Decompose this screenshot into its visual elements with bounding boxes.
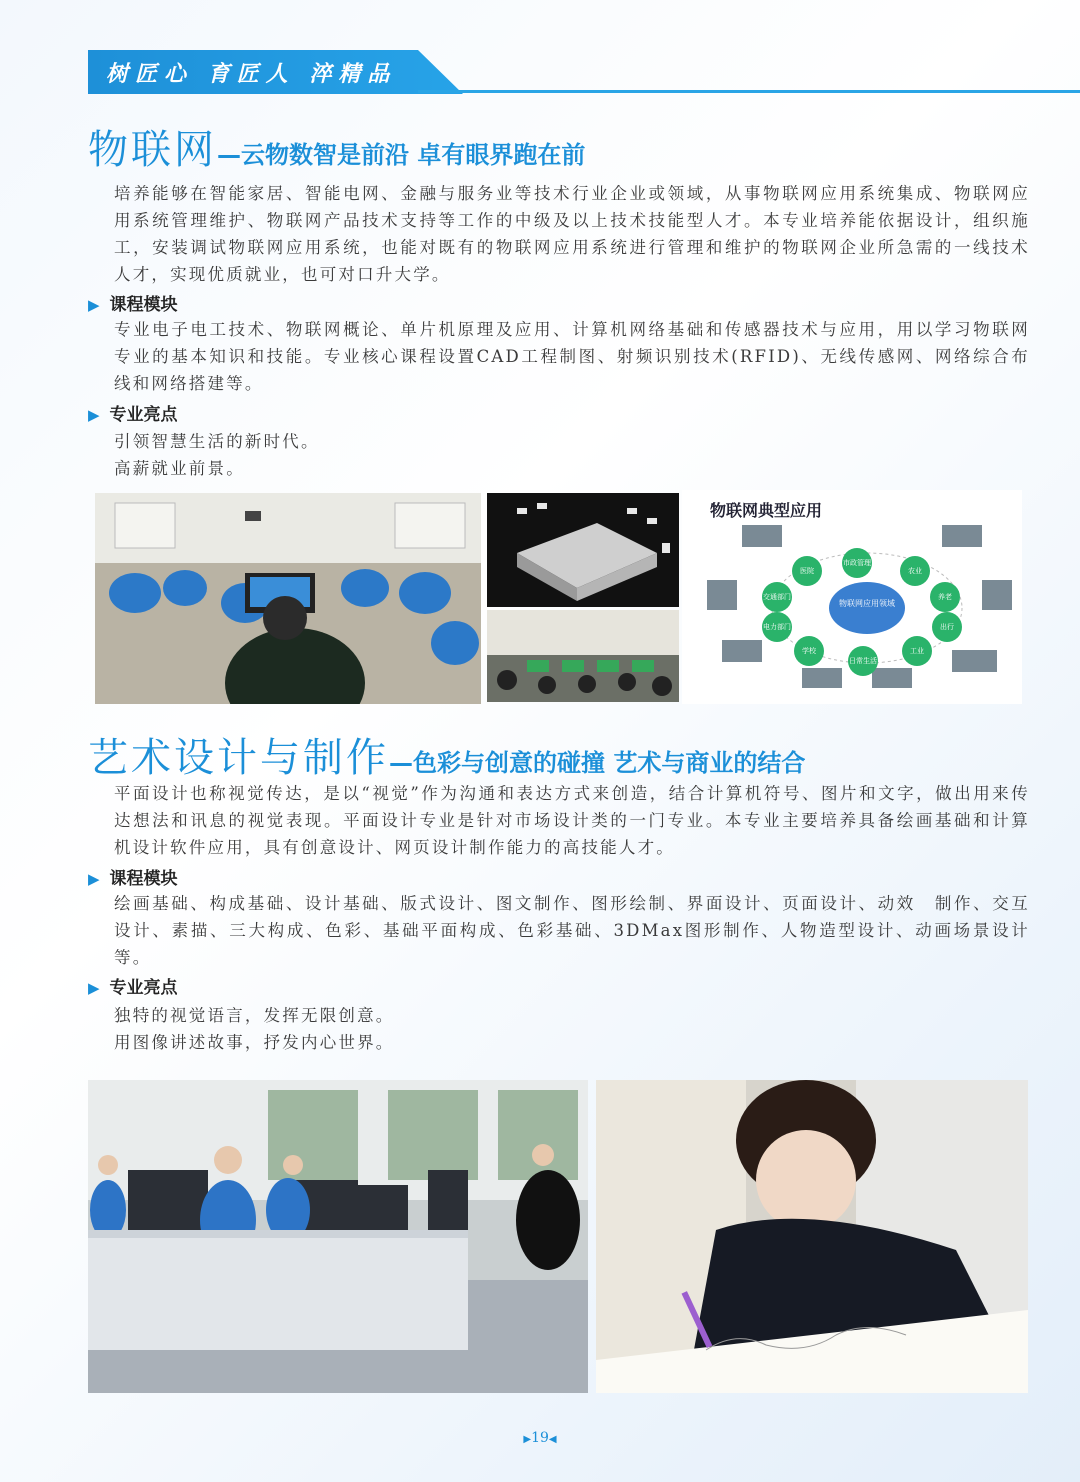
section1-highlight-line: 引领智慧生活的新时代。 bbox=[114, 432, 320, 451]
section1-subtitle: —云物数智是前沿 卓有眼界跑在前 bbox=[217, 141, 586, 169]
section2-highlight-line: 独特的视觉语言，发挥无限创意。 bbox=[114, 1006, 395, 1025]
highlight-heading-label: 专业亮点 bbox=[109, 978, 178, 998]
section2-course-heading bbox=[88, 864, 178, 889]
iot-node: 学校 bbox=[794, 636, 824, 666]
iot-node: 电力部门 bbox=[762, 612, 792, 642]
triangle-bullet-icon: ▶ bbox=[88, 406, 100, 424]
section2-intro: 平面设计也称视觉传达，是以“视觉”作为沟通和表达方式来创造，结合计算机符号、图片和文字，做出用来传达想法和讯息的视觉表现。平面设计专业是针对市场设计类的一门专业。本专业主要培养具备绘画基础和计算机设计软件应用，具有创意设计、网页设计制作能力的高技能人才。 bbox=[114, 784, 1030, 857]
lab-photo bbox=[487, 610, 679, 702]
classroom-photo bbox=[95, 493, 481, 704]
iot-node: 养老 bbox=[930, 582, 960, 612]
section2-subtitle: —色彩与创意的碰撞 艺术与商业的结合 bbox=[389, 749, 806, 777]
banner-slogan: 树匠心 育匠人 淬精品 bbox=[106, 61, 397, 87]
iot-node: 农业 bbox=[900, 556, 930, 586]
iot-node: 日常生活 bbox=[848, 646, 878, 676]
section2-title-main: 艺术设计与制作 bbox=[88, 735, 389, 781]
section2-course-text: 绘画基础、构成基础、设计基础、版式设计、图文制作、图形绘制、界面设计、页面设计、动效 制作、交互设计、素描、三大构成、色彩、基础平面构成、色彩基础、3DMax图形制作、人物造型设计、动画场景设计等。 bbox=[114, 894, 1030, 967]
section2-title bbox=[88, 726, 805, 783]
highlight-heading-label: 专业亮点 bbox=[109, 405, 178, 425]
banner-line bbox=[418, 90, 1080, 93]
computer-lab-photo bbox=[88, 1080, 588, 1393]
section2-highlight-heading bbox=[88, 973, 178, 998]
section1-highlight-heading bbox=[88, 400, 178, 425]
iot-node: 医院 bbox=[792, 556, 822, 586]
iot-node: 交通部门 bbox=[762, 582, 792, 612]
top-banner bbox=[88, 50, 1080, 94]
triangle-bullet-icon: ▶ bbox=[88, 296, 100, 314]
triangle-left-icon: ◀ bbox=[548, 1434, 557, 1445]
section1-title-main: 物联网 bbox=[88, 127, 217, 173]
page-number bbox=[0, 1430, 1080, 1446]
triangle-bullet-icon: ▶ bbox=[88, 979, 100, 997]
triangle-right-icon: ▶ bbox=[523, 1434, 532, 1445]
section2-highlight-line: 用图像讲述故事，抒发内心世界。 bbox=[114, 1033, 395, 1052]
iot-node: 出行 bbox=[932, 612, 962, 642]
iot-diagram-title: 物联网典型应用 bbox=[710, 501, 823, 520]
section1-course-heading bbox=[88, 290, 178, 315]
course-heading-label: 课程模块 bbox=[109, 869, 178, 889]
iot-node: 市政管理 bbox=[842, 548, 872, 578]
smart-home-photo bbox=[487, 493, 679, 607]
section1-title bbox=[88, 118, 585, 175]
iot-center-label: 物联网应用领域 bbox=[839, 599, 895, 608]
section1-intro: 培养能够在智能家居、智能电网、金融与服务业等技术行业企业或领域，从事物联网应用系统集成、物联网应用系统管理维护、物联网产品技术支持等工作的中级及以上技术技能型人才。本专业培养能依据设计，组织施工，安装调试物联网应用系统，也能对既有的物联网应用系统进行管理和维护的物联网企业所急需的一线技术人才，实现优质就业，也可对口升大学。 bbox=[114, 184, 1030, 284]
triangle-bullet-icon: ▶ bbox=[88, 870, 100, 888]
section1-highlight-line: 高薪就业前景。 bbox=[114, 459, 245, 478]
drawing-student-photo bbox=[596, 1080, 1028, 1393]
course-heading-label: 课程模块 bbox=[109, 295, 178, 315]
section1-course-text: 专业电子电工技术、物联网概论、单片机原理及应用、计算机网络基础和传感器技术与应用，用以学习物联网专业的基本知识和技能。专业核心课程设置CAD工程制图、射频识别技术(RFID)、无线传感网、网络综合布线和网络搭建等。 bbox=[114, 320, 1030, 393]
iot-application-diagram bbox=[682, 490, 1022, 704]
page-number-value: 19 bbox=[531, 1430, 549, 1446]
iot-node: 工业 bbox=[902, 636, 932, 666]
